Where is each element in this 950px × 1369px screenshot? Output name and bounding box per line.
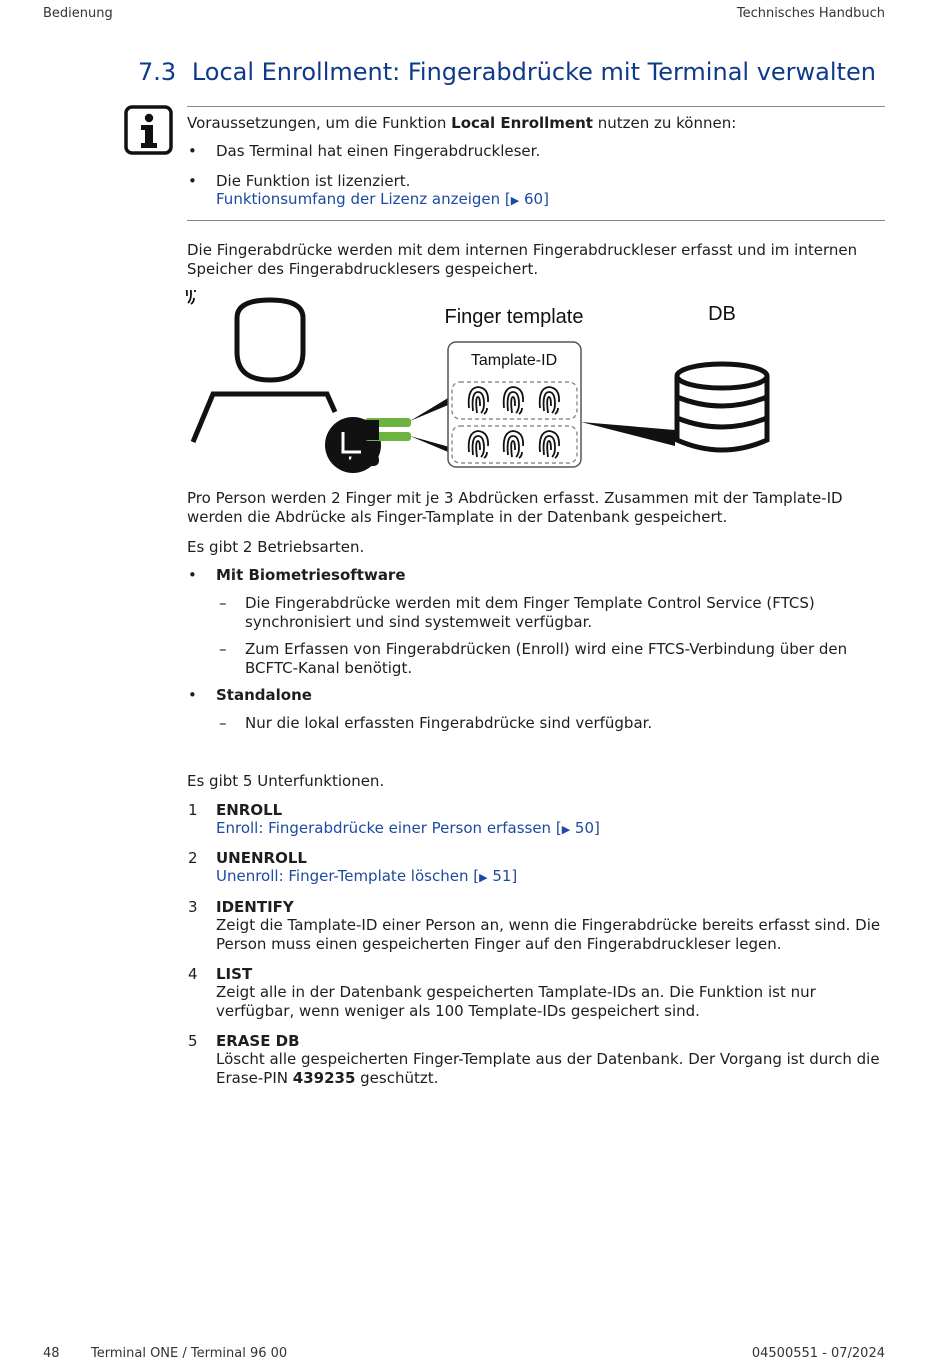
bullet-dot: • [188,142,197,160]
enroll-link[interactable]: Enroll: Fingerabdrücke einer Person erfassen [▶ 50] [216,819,600,837]
footer-doc-number: 04500551 - 07/2024 [751,1346,885,1361]
unenroll-link[interactable]: Unenroll: Finger-Template löschen [▶ 51] [216,867,518,885]
connector-db [581,422,675,446]
para-intro: Die Fingerabdrücke werden mit dem internen Fingerabdruckleser erfasst und im internen Speicher des Fingerabdrucklesers gespeichert. [187,241,858,278]
para-subfunctions: Es gibt 5 Unterfunktionen. [187,772,385,790]
label-db: DB [708,303,736,325]
play-icon: ▶ [479,871,488,884]
hand-icon [325,417,411,473]
info-bullet-1: Das Terminal hat einen Fingerabdruckleser. [216,142,541,160]
function-number: 4 [188,965,198,983]
function-number: 5 [188,1032,198,1050]
info-bottom-rule [187,220,885,221]
mode-2-item-1: Nur die lokal erfassten Fingerabdrücke sind verfügbar. [245,714,653,732]
mode-1-item-2: Zum Erfassen von Fingerabdrücken (Enroll) wird eine FTCS-Verbindung über den BCFTC-Kanal benötigt. [245,640,848,677]
footer-page-number: 48 [43,1346,60,1361]
section-title [138,58,876,86]
section-title-text: Local Enrollment: Fingerabdrücke mit Terminal verwalten [191,58,876,86]
mode-1-item-1: Die Fingerabdrücke werden mit dem Finger Template Control Service (FTCS) synchronisiert und sind systemweit verfügbar. [245,594,815,631]
license-link[interactable]: Funktionsumfang der Lizenz anzeigen [▶ 60] [216,190,549,208]
mode-title-2: Standalone [216,686,312,704]
mode-title-1: Mit Biometriesoftware [216,566,406,584]
dash: – [219,714,227,732]
info-bullet-2: Die Funktion ist lizenziert. [216,172,411,190]
play-icon: ▶ [510,194,520,207]
enrollment-diagram [185,290,795,480]
function-number: 2 [188,849,198,867]
function-desc-identify: Zeigt die Tamplate-ID einer Person an, wenn die Fingerabdrücke bereits erfasst sind. Die Person muss einen gespeicherten Finger auf den Fingerabdruckleser legen. [216,916,881,953]
info-top-rule [187,106,885,107]
dash: – [219,594,227,612]
label-template-id: Tamplate-ID [470,352,558,369]
header-right: Technisches Handbuch [736,6,885,21]
para-templates: Pro Person werden 2 Finger mit je 3 Abdrücken erfasst. Zusammen mit der Tamplate-ID werden die Abdrücke als Finger-Tamplate in der Datenbank gespeichert. [187,489,843,526]
connector-upper [410,395,453,421]
section-number: 7.3 [138,58,177,86]
bullet-dot: • [188,686,197,704]
function-number: 3 [188,898,198,916]
fingerprint-icon [185,290,195,304]
info-intro: Voraussetzungen, um die Funktion Local Enrollment nutzen zu können: [187,114,737,132]
connector-lower [410,436,453,454]
function-name-enroll: ENROLL [216,801,283,819]
function-name-identify: IDENTIFY [216,898,294,916]
dash: – [219,640,227,658]
play-icon: ▶ [561,823,571,836]
function-desc-list: Zeigt alle in der Datenbank gespeicherten Tamplate-IDs an. Die Funktion ist nur verfügbar, wenn weniger als 100 Template-IDs gespeichert sind. [216,983,816,1020]
para-modes: Es gibt 2 Betriebsarten. [187,538,365,556]
bullet-dot: • [188,566,197,584]
footer-product: Terminal ONE / Terminal 96 00 [91,1346,288,1361]
function-desc-erase: Löscht alle gespeicherten Finger-Template aus der Datenbank. Der Vorgang ist durch die Erase-PIN 439235 geschützt. [216,1050,880,1087]
info-icon [124,105,174,155]
database-icon [677,364,767,450]
label-finger-template: Finger template [444,306,584,328]
function-number: 1 [188,801,198,819]
function-name-erase: ERASE DB [216,1032,300,1050]
function-name-list: LIST [216,965,253,983]
header-left: Bedienung [43,6,113,21]
function-name-unenroll: UNENROLL [216,849,307,867]
person-icon [193,300,335,442]
bullet-dot: • [188,172,197,190]
